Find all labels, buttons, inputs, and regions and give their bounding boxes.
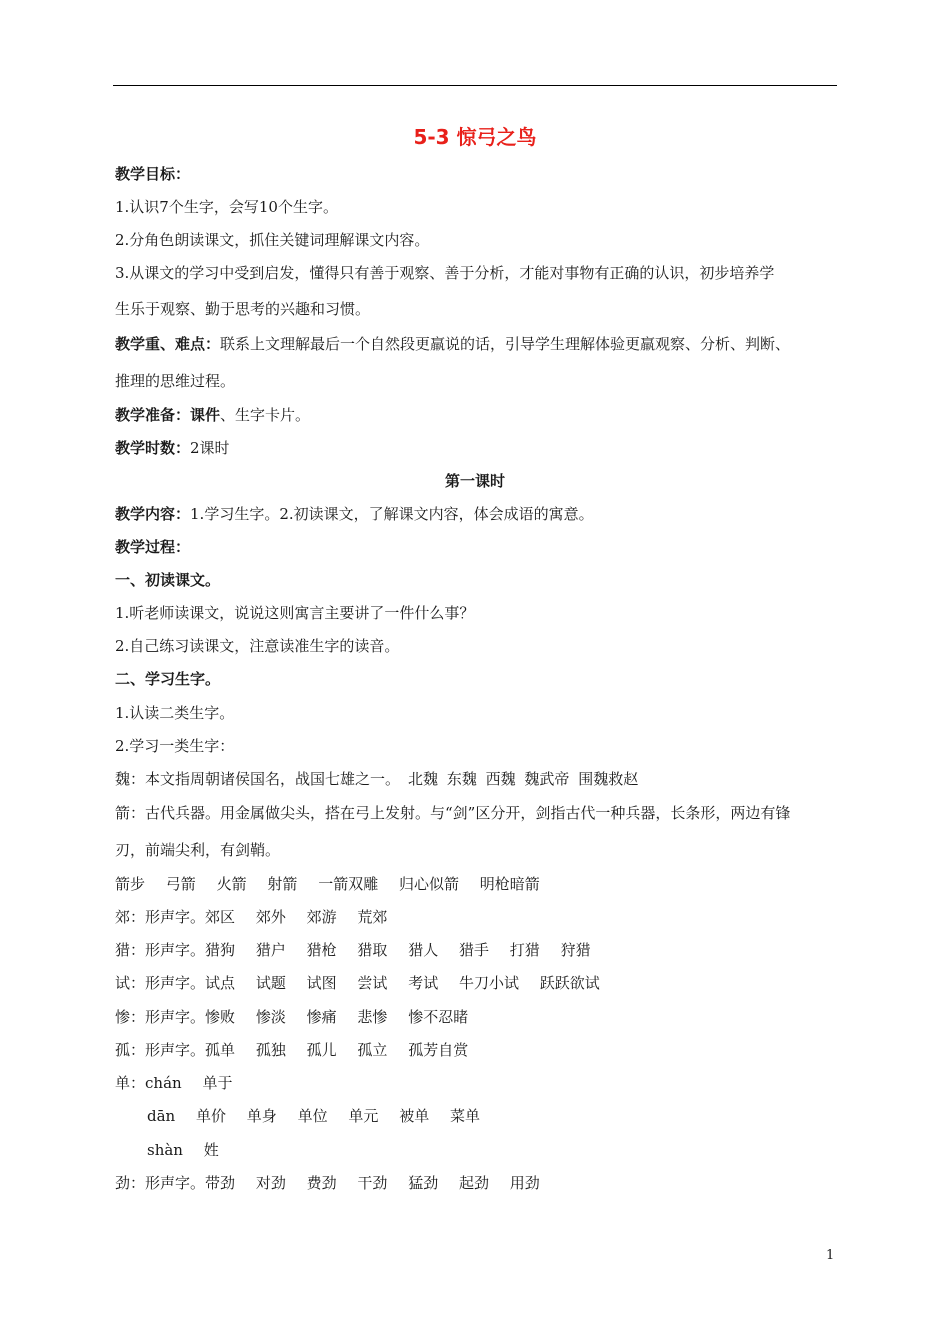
pinyin: dān — [147, 1107, 176, 1125]
word: 被单 — [399, 1107, 430, 1125]
content-label: 教学内容： — [115, 505, 191, 523]
word: 单价 — [196, 1107, 227, 1125]
list-item: 1.认读二类生字。 — [115, 704, 235, 722]
word: 明枪暗箭 — [479, 875, 540, 893]
word: 猎手 — [459, 941, 490, 959]
char-entry-jiao — [115, 905, 839, 929]
key-points-label: 教学重、难点： — [115, 335, 221, 353]
process-heading: 教学过程： — [115, 538, 191, 556]
word: 单元 — [348, 1107, 379, 1125]
word: 猛劲 — [408, 1174, 439, 1192]
char-lead: 惨：形声字。 — [115, 1008, 206, 1026]
word: 北魏 — [408, 770, 439, 788]
word: 姓 — [203, 1141, 219, 1159]
char-lead: 劲：形声字。 — [115, 1174, 206, 1192]
char-lead: 试：形声字。 — [115, 974, 206, 992]
word: 菜单 — [449, 1107, 480, 1125]
word: 尝试 — [357, 974, 388, 992]
word: 猎枪 — [306, 941, 337, 959]
word: 单身 — [246, 1107, 277, 1125]
list-item: 2.自己练习读课文，注意读准生字的读音。 — [115, 637, 400, 655]
word: 悲惨 — [357, 1008, 388, 1026]
char-entry-lie — [115, 938, 839, 962]
objective-item: 1.认识7个生字，会写10个生字。 — [115, 198, 338, 216]
lesson-title: 5-3 惊弓之鸟 — [413, 125, 537, 149]
word: 猎人 — [408, 941, 439, 959]
list-item: 2.学习一类生字： — [115, 737, 235, 755]
word-list — [115, 872, 839, 896]
key-points — [115, 332, 839, 356]
word: 带劲 — [205, 1174, 236, 1192]
objective-item: 生乐于观察、勤于思考的兴趣和习惯。 — [115, 300, 371, 318]
word: 惨淡 — [255, 1008, 286, 1026]
objectives-heading: 教学目标： — [115, 165, 191, 183]
key-points-text: 联系上文理解最后一个自然段更羸说的话，引导学生理解体验更羸观察、分析、判断、 — [220, 335, 791, 353]
preparation-bold-item: 课件 — [190, 406, 221, 424]
word: 牛刀小试 — [459, 974, 520, 992]
word: 试图 — [306, 974, 337, 992]
list-item: 1.听老师读课文，说说这则寓言主要讲了一件什么事？ — [115, 604, 475, 622]
char-lead: 孤：形声字。 — [115, 1041, 206, 1059]
page-number: 1 — [826, 1248, 835, 1263]
char-lead: 猎：形声字。 — [115, 941, 206, 959]
word: 弓箭 — [165, 875, 196, 893]
word: 猎取 — [357, 941, 388, 959]
char-reading-shan — [147, 1138, 871, 1162]
content-text: 1.学习生字。2.初读课文，了解课文内容，体会成语的寓意。 — [190, 505, 594, 523]
word: 归心似箭 — [398, 875, 459, 893]
section-heading: 一、初读课文。 — [115, 571, 221, 589]
section-heading: 二、学习生字。 — [115, 670, 221, 688]
objective-item: 3.从课文的学习中受到启发，懂得只有善于观察、善于分析，才能对事物有正确的认识，初步培养学 — [115, 264, 775, 282]
word: 打猎 — [509, 941, 540, 959]
word: 猎狗 — [205, 941, 236, 959]
word: 孤立 — [357, 1041, 388, 1059]
char-entry-jian-cont: 刃，前端尖利，有剑鞘。 — [115, 841, 281, 859]
preparation-label: 教学准备： — [115, 406, 191, 424]
key-points-text-cont: 推理的思维过程。 — [115, 372, 236, 390]
word: 孤单 — [205, 1041, 236, 1059]
word: 单于 — [202, 1074, 233, 1092]
pinyin: shàn — [147, 1141, 183, 1159]
char-entry-jian: 箭：古代兵器。用金属做尖头，搭在弓上发射。与“剑”区分开，剑指古代一种兵器，长条形，两边有锋 — [115, 804, 791, 822]
word: 西魏 — [485, 770, 516, 788]
word: 东魏 — [446, 770, 477, 788]
char-reading-dan — [147, 1104, 871, 1128]
word: 试点 — [205, 974, 236, 992]
word: 箭步 — [115, 875, 146, 893]
word: 考试 — [408, 974, 439, 992]
char-lead: 单： — [115, 1074, 146, 1092]
word: 孤独 — [255, 1041, 286, 1059]
word: 单位 — [297, 1107, 328, 1125]
char-entry-can — [115, 1005, 839, 1029]
teaching-content — [115, 502, 839, 526]
word: 射箭 — [267, 875, 298, 893]
word: 试题 — [255, 974, 286, 992]
word: 孤芳自赏 — [408, 1041, 469, 1059]
objective-item: 2.分角色朗读课文，抓住关键词理解课文内容。 — [115, 231, 430, 249]
char-entry-jin — [115, 1171, 839, 1195]
preparation — [115, 403, 839, 427]
char-lead: 郊：形声字。 — [115, 908, 206, 926]
word: 狩猎 — [560, 941, 591, 959]
word: 一箭双雕 — [318, 875, 379, 893]
char-entry-gu — [115, 1038, 839, 1062]
header-rule — [113, 85, 837, 86]
word: 费劲 — [306, 1174, 337, 1192]
word: 惨不忍睹 — [408, 1008, 469, 1026]
teaching-hours — [115, 436, 839, 460]
char-entry-wei — [115, 767, 839, 791]
pinyin: chán — [145, 1074, 182, 1092]
word: 对劲 — [255, 1174, 286, 1192]
word: 惨败 — [205, 1008, 236, 1026]
word: 跃跃欲试 — [539, 974, 600, 992]
word: 魏武帝 — [524, 770, 570, 788]
hours-label: 教学时数： — [115, 439, 191, 457]
word: 猎户 — [255, 941, 286, 959]
word: 荒郊 — [357, 908, 388, 926]
char-entry-dan — [115, 1071, 839, 1095]
word: 孤儿 — [306, 1041, 337, 1059]
word: 干劲 — [357, 1174, 388, 1192]
word: 惨痛 — [306, 1008, 337, 1026]
char-entry-shi — [115, 971, 839, 995]
word: 火箭 — [216, 875, 247, 893]
word: 郊区 — [205, 908, 236, 926]
word: 围魏救赵 — [578, 770, 639, 788]
word: 用劲 — [509, 1174, 540, 1192]
hours-value: 2课时 — [190, 439, 230, 457]
char-lead: 魏：本文指周朝诸侯国名，战国七雄之一。 — [115, 770, 401, 788]
preparation-rest: 、生字卡片。 — [220, 406, 311, 424]
word: 起劲 — [459, 1174, 490, 1192]
word: 郊外 — [255, 908, 286, 926]
word: 郊游 — [306, 908, 337, 926]
lesson-heading: 第一课时 — [444, 472, 505, 490]
